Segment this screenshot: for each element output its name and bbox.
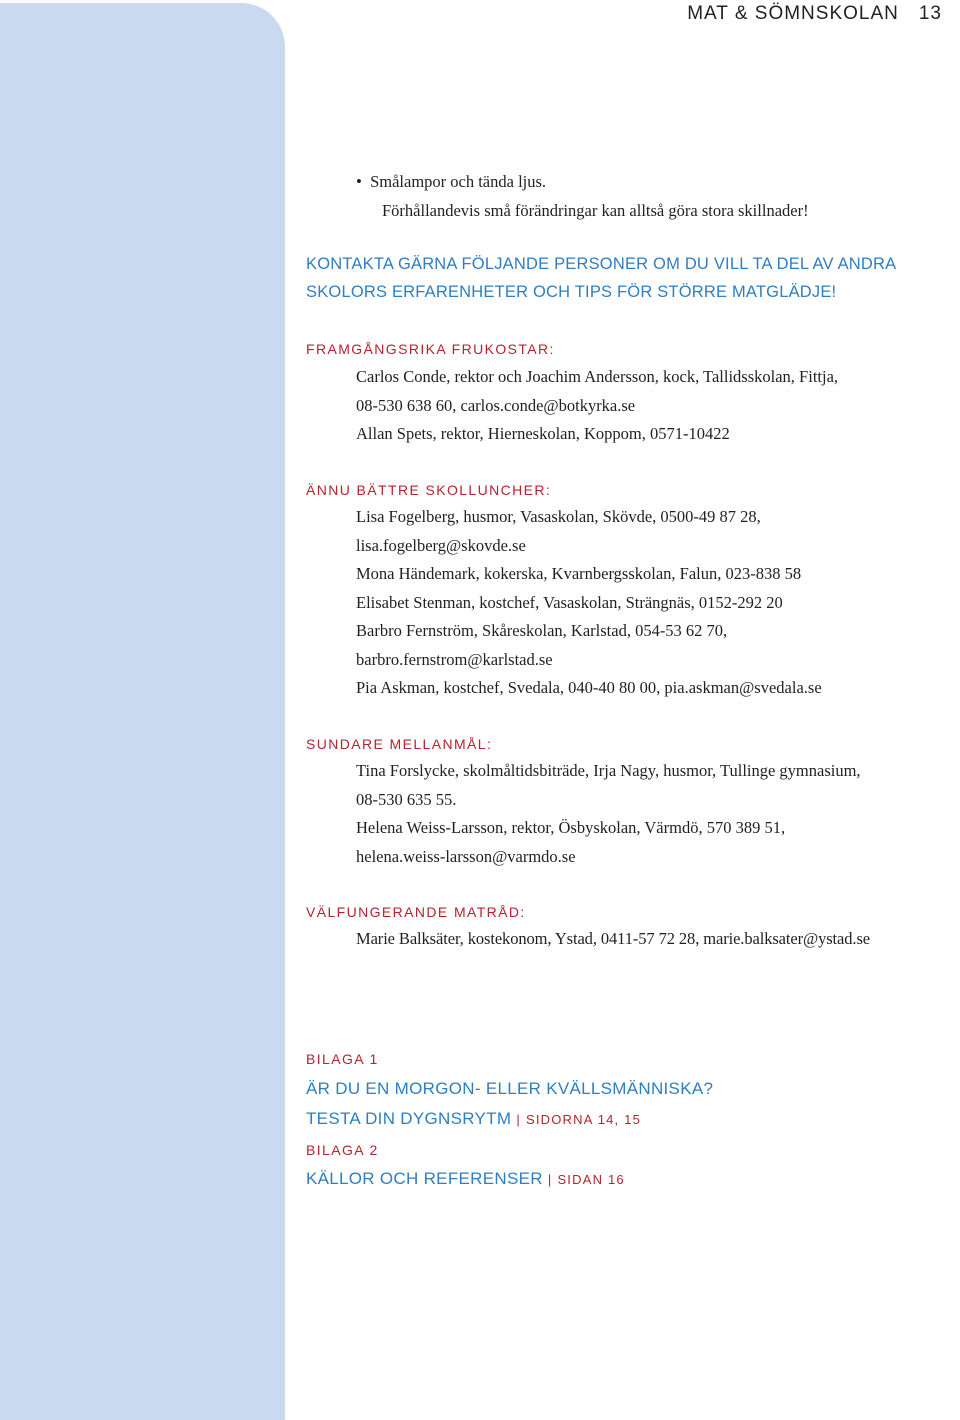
- contact-line: helena.weiss-larsson@varmdo.se: [356, 847, 576, 866]
- section-heading-snacks: SUNDARE MELLANMÅL:: [306, 736, 493, 752]
- contact-heading-line-1: KONTAKTA GÄRNA FÖLJANDE PERSONER OM DU VILL TA DEL AV ANDRA: [306, 255, 897, 273]
- contact-line: Tina Forslycke, skolmåltidsbiträde, Irja Nagy, husmor, Tullinge gymnasium,: [356, 761, 861, 780]
- bullet-text: Smålampor och tända ljus.: [370, 172, 547, 191]
- contact-line: Lisa Fogelberg, husmor, Vasaskolan, Skövde, 0500-49 87 28,: [356, 507, 761, 526]
- section-heading-lunch: ÄNNU BÄTTRE SKOLLUNCHER:: [306, 482, 552, 498]
- bilaga-2-row: [306, 1169, 625, 1190]
- contact-heading-line-2: SKOLORS ERFARENHETER OCH TIPS FÖR STÖRRE MATGLÄDJE!: [306, 283, 837, 301]
- contact-line: lisa.fogelberg@skovde.se: [356, 536, 526, 555]
- contact-line: Helena Weiss-Larsson, rektor, Ösbyskolan, Värmdö, 570 389 51,: [356, 818, 786, 837]
- bilaga-2-separator: |: [547, 1172, 553, 1187]
- section-heading-breakfast: FRAMGÅNGSRIKA FRUKOSTAR:: [306, 341, 555, 357]
- bilaga-1-label: BILAGA 1: [306, 1051, 379, 1067]
- bilaga-1-separator: |: [516, 1112, 521, 1127]
- bilaga-1-subtitle: TESTA DIN DYGNSRYTM: [306, 1109, 512, 1128]
- bullet-icon: •: [356, 172, 362, 191]
- intro-follow-text: Förhållandevis små förändringar kan alltså göra stora skillnader!: [382, 201, 809, 220]
- page-number: 13: [918, 3, 942, 24]
- contact-line: Mona Händemark, kokerska, Kvarnbergsskolan, Falun, 023-838 58: [356, 564, 802, 583]
- bullet-item: [356, 172, 546, 192]
- contact-line: barbro.fernstrom@karlstad.se: [356, 650, 553, 669]
- contact-line: Barbro Fernström, Skåreskolan, Karlstad, 054-53 62 70,: [356, 621, 728, 640]
- contact-line: Elisabet Stenman, kostchef, Vasaskolan, Strängnäs, 0152-292 20: [356, 593, 783, 612]
- running-header: [687, 0, 942, 28]
- contact-line: Allan Spets, rektor, Hierneskolan, Koppom, 0571-10422: [356, 424, 730, 443]
- contact-line: Carlos Conde, rektor och Joachim Andersson, kock, Tallidsskolan, Fittja,: [356, 367, 839, 386]
- bilaga-2-pages: SIDAN 16: [557, 1172, 625, 1187]
- bilaga-1-title: ÄR DU EN MORGON- ELLER KVÄLLSMÄNNISKA?: [306, 1079, 714, 1098]
- document-title: MAT & SÖMNSKOLAN: [687, 3, 899, 24]
- bilaga-1-subtitle-row: [306, 1109, 641, 1130]
- contact-line: 08-530 638 60, carlos.conde@botkyrka.se: [356, 396, 636, 415]
- bilaga-2-title: KÄLLOR OCH REFERENSER: [306, 1169, 543, 1188]
- side-color-band: [0, 3, 285, 1420]
- section-heading-food-council: VÄLFUNGERANDE MATRÅD:: [306, 904, 526, 920]
- contact-line: 08-530 635 55.: [356, 790, 457, 809]
- bilaga-1-pages: SIDORNA 14, 15: [525, 1112, 642, 1127]
- contact-line: Pia Askman, kostchef, Svedala, 040-40 80 00, pia.askman@svedala.se: [356, 678, 822, 697]
- bilaga-2-label: BILAGA 2: [306, 1142, 379, 1158]
- contact-line: Marie Balksäter, kostekonom, Ystad, 0411-57 72 28, marie.balksater@ystad.se: [356, 929, 870, 948]
